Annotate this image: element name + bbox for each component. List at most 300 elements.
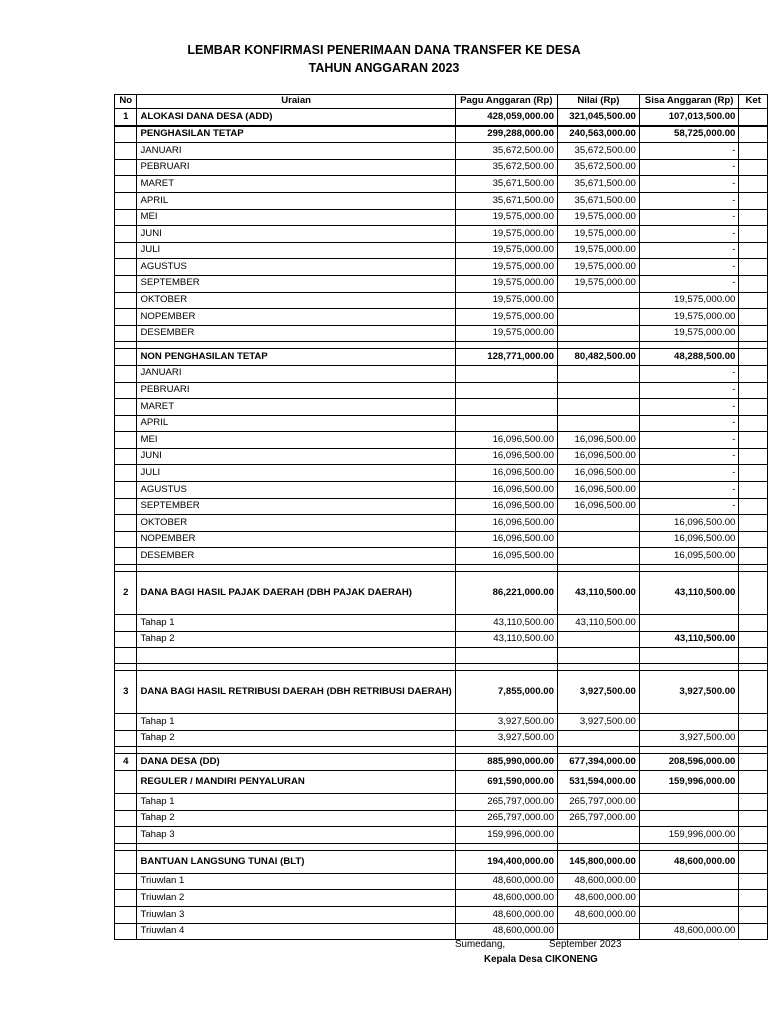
row-no — [115, 850, 137, 873]
row-ket — [739, 531, 768, 548]
row-no — [115, 890, 137, 907]
row-sisa: - — [639, 176, 739, 193]
row-sisa: 16,096,500.00 — [639, 531, 739, 548]
row-no — [115, 873, 137, 890]
row-pagu: 16,096,500.00 — [455, 465, 557, 482]
row-nilai: 19,575,000.00 — [557, 209, 639, 226]
row-ket — [739, 192, 768, 209]
row-nilai — [557, 365, 639, 382]
row-sisa: 43,110,500.00 — [639, 572, 739, 615]
row-nilai: 35,672,500.00 — [557, 143, 639, 160]
row-pagu: 265,797,000.00 — [455, 810, 557, 827]
row-sisa: 3,927,500.00 — [639, 730, 739, 747]
row-sisa: 208,596,000.00 — [639, 754, 739, 771]
signature-date: September 2023 — [549, 939, 622, 950]
row-no — [115, 176, 137, 193]
row-no — [115, 548, 137, 565]
row-pagu: 35,672,500.00 — [455, 143, 557, 160]
row-ket — [739, 671, 768, 714]
row-sisa: - — [639, 209, 739, 226]
table-row — [115, 109, 768, 126]
row-nilai — [557, 923, 639, 940]
signature-role: Kepala Desa CIKONENG — [484, 954, 598, 965]
row-no — [115, 159, 137, 176]
column-header-sisa: Sisa Anggaran (Rp) — [639, 95, 739, 109]
row-nilai: 19,575,000.00 — [557, 275, 639, 292]
table-row — [115, 906, 768, 923]
row-ket — [739, 615, 768, 632]
row-pagu: 19,575,000.00 — [455, 309, 557, 326]
row-sisa: 159,996,000.00 — [639, 771, 739, 794]
table-row — [115, 226, 768, 243]
row-no — [115, 843, 137, 850]
row-sisa: 16,095,500.00 — [639, 548, 739, 565]
row-pagu: 19,575,000.00 — [455, 226, 557, 243]
row-pagu: 43,110,500.00 — [455, 615, 557, 632]
row-no — [115, 192, 137, 209]
row-pagu: 35,672,500.00 — [455, 159, 557, 176]
row-no — [115, 664, 137, 671]
row-pagu: 3,927,500.00 — [455, 714, 557, 731]
row-sisa — [639, 810, 739, 827]
row-uraian: Triuwlan 3 — [137, 906, 455, 923]
row-ket — [739, 810, 768, 827]
row-sisa: - — [639, 498, 739, 515]
budget-table — [114, 94, 768, 940]
row-ket — [739, 664, 768, 671]
row-no — [115, 827, 137, 844]
row-sisa: - — [639, 482, 739, 499]
row-ket — [739, 159, 768, 176]
row-sisa: - — [639, 465, 739, 482]
row-no: 4 — [115, 754, 137, 771]
row-pagu: 19,575,000.00 — [455, 242, 557, 259]
row-nilai: 43,110,500.00 — [557, 572, 639, 615]
row-uraian: AGUSTUS — [137, 259, 455, 276]
row-uraian: JUNI — [137, 226, 455, 243]
row-nilai — [557, 565, 639, 572]
table-row — [115, 482, 768, 499]
row-ket — [739, 226, 768, 243]
row-ket — [739, 631, 768, 648]
row-no — [115, 747, 137, 754]
row-no — [115, 342, 137, 349]
row-sisa — [639, 565, 739, 572]
row-nilai: 16,096,500.00 — [557, 432, 639, 449]
row-sisa — [639, 648, 739, 664]
row-pagu: 885,990,000.00 — [455, 754, 557, 771]
row-sisa — [639, 843, 739, 850]
row-pagu: 7,855,000.00 — [455, 671, 557, 714]
row-ket — [739, 382, 768, 399]
row-nilai: 677,394,000.00 — [557, 754, 639, 771]
row-ket — [739, 515, 768, 532]
row-ket — [739, 906, 768, 923]
row-pagu: 16,096,500.00 — [455, 515, 557, 532]
row-no — [115, 432, 137, 449]
row-nilai — [557, 548, 639, 565]
row-uraian: Tahap 3 — [137, 827, 455, 844]
table-row — [115, 143, 768, 160]
row-sisa: - — [639, 399, 739, 416]
row-uraian: Triuwlan 4 — [137, 923, 455, 940]
table-row — [115, 631, 768, 648]
row-ket — [739, 548, 768, 565]
row-pagu — [455, 365, 557, 382]
table-row — [115, 850, 768, 873]
row-pagu: 16,096,500.00 — [455, 448, 557, 465]
row-uraian: REGULER / MANDIRI PENYALURAN — [137, 771, 455, 794]
row-sisa: - — [639, 448, 739, 465]
row-nilai: 43,110,500.00 — [557, 615, 639, 632]
table-row — [115, 515, 768, 532]
row-no — [115, 465, 137, 482]
row-no — [115, 275, 137, 292]
document-title: LEMBAR KONFIRMASI PENERIMAAN DANA TRANSFER KE DESA — [187, 43, 581, 57]
column-header-no: No — [115, 95, 137, 109]
row-nilai — [557, 292, 639, 309]
row-uraian: OKTOBER — [137, 515, 455, 532]
row-no — [115, 382, 137, 399]
table-row — [115, 365, 768, 382]
row-uraian: Tahap 2 — [137, 631, 455, 648]
table-row — [115, 209, 768, 226]
row-pagu: 128,771,000.00 — [455, 349, 557, 366]
row-pagu: 48,600,000.00 — [455, 873, 557, 890]
row-nilai: 48,600,000.00 — [557, 906, 639, 923]
row-uraian: APRIL — [137, 415, 455, 432]
row-no — [115, 631, 137, 648]
row-nilai — [557, 342, 639, 349]
row-pagu: 16,096,500.00 — [455, 432, 557, 449]
row-sisa — [639, 714, 739, 731]
table-row — [115, 415, 768, 432]
row-no — [115, 309, 137, 326]
row-uraian: MARET — [137, 176, 455, 193]
row-no — [115, 515, 137, 532]
row-no — [115, 143, 137, 160]
row-ket — [739, 325, 768, 342]
row-nilai: 16,096,500.00 — [557, 482, 639, 499]
row-sisa: - — [639, 275, 739, 292]
row-ket — [739, 242, 768, 259]
row-nilai: 35,671,500.00 — [557, 176, 639, 193]
table-body — [115, 109, 768, 940]
row-pagu: 19,575,000.00 — [455, 292, 557, 309]
row-ket — [739, 309, 768, 326]
row-ket — [739, 432, 768, 449]
row-nilai — [557, 399, 639, 416]
row-ket — [739, 292, 768, 309]
row-nilai: 19,575,000.00 — [557, 242, 639, 259]
row-pagu — [455, 565, 557, 572]
row-nilai — [557, 515, 639, 532]
row-pagu — [455, 747, 557, 754]
row-ket — [739, 109, 768, 126]
row-uraian: DANA DESA (DD) — [137, 754, 455, 771]
row-uraian: Triuwlan 1 — [137, 873, 455, 890]
row-no — [115, 771, 137, 794]
row-ket — [739, 771, 768, 794]
column-header-uraian: Uraian — [137, 95, 455, 109]
row-sisa — [639, 342, 739, 349]
row-pagu — [455, 664, 557, 671]
row-pagu — [455, 843, 557, 850]
row-sisa: - — [639, 432, 739, 449]
row-pagu — [455, 415, 557, 432]
row-nilai — [557, 664, 639, 671]
row-uraian: SEPTEMBER — [137, 498, 455, 515]
row-no: 1 — [115, 109, 137, 126]
row-ket — [739, 349, 768, 366]
row-nilai — [557, 747, 639, 754]
row-no — [115, 365, 137, 382]
row-pagu: 159,996,000.00 — [455, 827, 557, 844]
row-pagu: 43,110,500.00 — [455, 631, 557, 648]
row-sisa — [639, 873, 739, 890]
row-uraian: MARET — [137, 399, 455, 416]
row-sisa: 48,288,500.00 — [639, 349, 739, 366]
row-ket — [739, 730, 768, 747]
row-pagu — [455, 399, 557, 416]
table-row — [115, 794, 768, 811]
row-no — [115, 730, 137, 747]
row-uraian: NON PENGHASILAN TETAP — [137, 349, 455, 366]
row-nilai — [557, 309, 639, 326]
row-no — [115, 531, 137, 548]
row-uraian: JULI — [137, 242, 455, 259]
row-uraian: JANUARI — [137, 143, 455, 160]
row-uraian: APRIL — [137, 192, 455, 209]
table-row — [115, 325, 768, 342]
row-ket — [739, 565, 768, 572]
row-pagu: 86,221,000.00 — [455, 572, 557, 615]
table-row — [115, 126, 768, 143]
row-pagu: 691,590,000.00 — [455, 771, 557, 794]
row-uraian: Tahap 1 — [137, 615, 455, 632]
row-sisa: - — [639, 192, 739, 209]
row-nilai: 16,096,500.00 — [557, 448, 639, 465]
row-sisa: 3,927,500.00 — [639, 671, 739, 714]
table-row — [115, 843, 768, 850]
table-row — [115, 730, 768, 747]
row-pagu: 299,288,000.00 — [455, 126, 557, 143]
row-ket — [739, 498, 768, 515]
row-nilai: 48,600,000.00 — [557, 890, 639, 907]
row-sisa: 19,575,000.00 — [639, 325, 739, 342]
row-ket — [739, 482, 768, 499]
row-sisa: - — [639, 159, 739, 176]
row-nilai: 35,672,500.00 — [557, 159, 639, 176]
row-uraian — [137, 747, 455, 754]
row-nilai: 321,045,500.00 — [557, 109, 639, 126]
row-ket — [739, 850, 768, 873]
row-sisa: 48,600,000.00 — [639, 923, 739, 940]
row-uraian: BANTUAN LANGSUNG TUNAI (BLT) — [137, 850, 455, 873]
table-row — [115, 827, 768, 844]
row-pagu: 16,096,500.00 — [455, 482, 557, 499]
row-nilai: 48,600,000.00 — [557, 873, 639, 890]
table-row — [115, 349, 768, 366]
row-nilai — [557, 843, 639, 850]
row-ket — [739, 465, 768, 482]
document-subtitle: TAHUN ANGGARAN 2023 — [308, 61, 460, 75]
table-row — [115, 531, 768, 548]
row-nilai — [557, 648, 639, 664]
row-ket — [739, 126, 768, 143]
row-nilai: 145,800,000.00 — [557, 850, 639, 873]
row-uraian — [137, 843, 455, 850]
table-row — [115, 548, 768, 565]
row-sisa — [639, 615, 739, 632]
row-sisa — [639, 890, 739, 907]
row-uraian: Tahap 1 — [137, 714, 455, 731]
row-ket — [739, 843, 768, 850]
table-row — [115, 448, 768, 465]
row-sisa — [639, 794, 739, 811]
row-sisa: 159,996,000.00 — [639, 827, 739, 844]
table-row — [115, 342, 768, 349]
table-row — [115, 664, 768, 671]
row-ket — [739, 794, 768, 811]
row-nilai — [557, 382, 639, 399]
row-pagu: 3,927,500.00 — [455, 730, 557, 747]
row-pagu: 16,096,500.00 — [455, 531, 557, 548]
row-pagu: 48,600,000.00 — [455, 923, 557, 940]
row-nilai — [557, 631, 639, 648]
row-nilai — [557, 531, 639, 548]
row-no — [115, 810, 137, 827]
row-nilai: 16,096,500.00 — [557, 465, 639, 482]
row-uraian: DESEMBER — [137, 325, 455, 342]
row-uraian: MEI — [137, 432, 455, 449]
table-row — [115, 754, 768, 771]
row-nilai: 265,797,000.00 — [557, 794, 639, 811]
column-header-pagu: Pagu Anggaran (Rp) — [455, 95, 557, 109]
table-row — [115, 259, 768, 276]
row-ket — [739, 890, 768, 907]
row-pagu: 48,600,000.00 — [455, 890, 557, 907]
column-header-nilai: Nilai (Rp) — [557, 95, 639, 109]
row-nilai: 265,797,000.00 — [557, 810, 639, 827]
row-sisa: 16,096,500.00 — [639, 515, 739, 532]
table-row — [115, 714, 768, 731]
row-sisa: - — [639, 226, 739, 243]
row-uraian: JULI — [137, 465, 455, 482]
row-ket — [739, 873, 768, 890]
row-no — [115, 226, 137, 243]
table-row — [115, 382, 768, 399]
row-pagu: 16,095,500.00 — [455, 548, 557, 565]
row-pagu: 16,096,500.00 — [455, 498, 557, 515]
table-row — [115, 810, 768, 827]
row-pagu: 35,671,500.00 — [455, 192, 557, 209]
table-header-row — [115, 95, 768, 109]
row-ket — [739, 754, 768, 771]
row-no — [115, 349, 137, 366]
table-row — [115, 292, 768, 309]
table-row — [115, 648, 768, 664]
row-uraian: NOPEMBER — [137, 531, 455, 548]
row-pagu — [455, 648, 557, 664]
row-no — [115, 126, 137, 143]
table-row — [115, 747, 768, 754]
row-no — [115, 325, 137, 342]
table-row — [115, 771, 768, 794]
row-ket — [739, 572, 768, 615]
row-ket — [739, 143, 768, 160]
row-uraian: PEBRUARI — [137, 159, 455, 176]
table-row — [115, 890, 768, 907]
row-nilai: 240,563,000.00 — [557, 126, 639, 143]
row-ket — [739, 648, 768, 664]
row-uraian — [137, 342, 455, 349]
row-uraian: AGUSTUS — [137, 482, 455, 499]
row-sisa: 107,013,500.00 — [639, 109, 739, 126]
row-pagu: 19,575,000.00 — [455, 275, 557, 292]
row-ket — [739, 448, 768, 465]
row-uraian: PENGHASILAN TETAP — [137, 126, 455, 143]
row-nilai: 19,575,000.00 — [557, 259, 639, 276]
row-ket — [739, 399, 768, 416]
row-pagu: 35,671,500.00 — [455, 176, 557, 193]
row-nilai — [557, 730, 639, 747]
row-no — [115, 906, 137, 923]
row-ket — [739, 209, 768, 226]
row-ket — [739, 342, 768, 349]
row-pagu: 265,797,000.00 — [455, 794, 557, 811]
table-row — [115, 399, 768, 416]
row-uraian: ALOKASI DANA DESA (ADD) — [137, 109, 455, 126]
row-sisa: - — [639, 242, 739, 259]
row-no — [115, 209, 137, 226]
row-pagu — [455, 382, 557, 399]
table-row — [115, 309, 768, 326]
row-sisa: - — [639, 365, 739, 382]
row-pagu: 48,600,000.00 — [455, 906, 557, 923]
signature-city: Sumedang, — [455, 939, 506, 950]
row-sisa — [639, 747, 739, 754]
row-uraian: NOPEMBER — [137, 309, 455, 326]
row-no — [115, 923, 137, 940]
row-nilai — [557, 415, 639, 432]
row-pagu: 19,575,000.00 — [455, 209, 557, 226]
row-ket — [739, 365, 768, 382]
row-uraian: JUNI — [137, 448, 455, 465]
row-no — [115, 482, 137, 499]
row-nilai: 3,927,500.00 — [557, 714, 639, 731]
row-no — [115, 615, 137, 632]
row-nilai — [557, 325, 639, 342]
row-no — [115, 714, 137, 731]
row-uraian: Triuwlan 2 — [137, 890, 455, 907]
row-sisa: 58,725,000.00 — [639, 126, 739, 143]
row-uraian: SEPTEMBER — [137, 275, 455, 292]
row-uraian: OKTOBER — [137, 292, 455, 309]
row-ket — [739, 827, 768, 844]
row-uraian: DANA BAGI HASIL RETRIBUSI DAERAH (DBH RETRIBUSI DAERAH) — [137, 671, 455, 714]
row-nilai: 16,096,500.00 — [557, 498, 639, 515]
table-row — [115, 465, 768, 482]
row-no — [115, 448, 137, 465]
row-ket — [739, 176, 768, 193]
row-no — [115, 794, 137, 811]
row-ket — [739, 275, 768, 292]
row-ket — [739, 259, 768, 276]
row-nilai: 19,575,000.00 — [557, 226, 639, 243]
row-uraian: Tahap 2 — [137, 730, 455, 747]
row-sisa: - — [639, 143, 739, 160]
